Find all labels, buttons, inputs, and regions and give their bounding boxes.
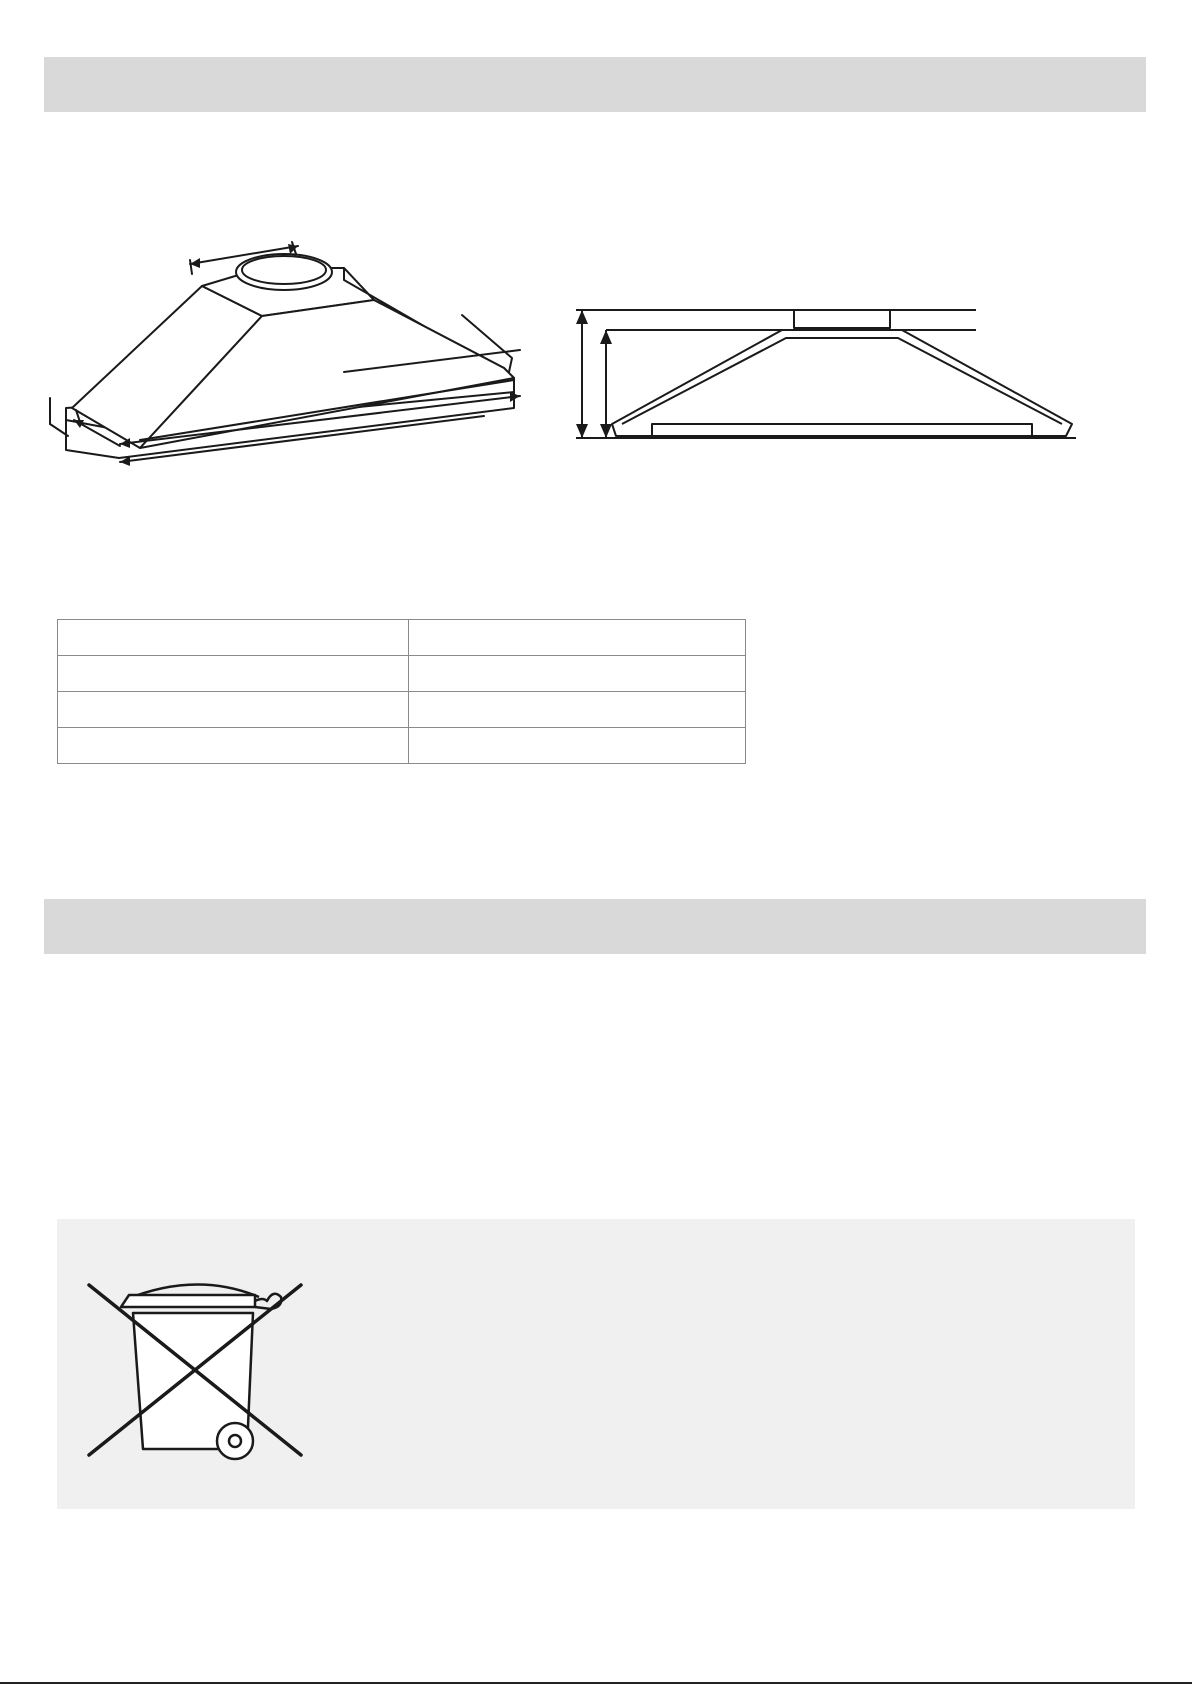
hood-isometric-diagram bbox=[44, 240, 544, 510]
table-cell bbox=[58, 692, 409, 728]
dimensions-table bbox=[57, 619, 746, 764]
section-header-disposal bbox=[44, 899, 1146, 954]
table-cell bbox=[409, 692, 746, 728]
table-cell bbox=[409, 728, 746, 764]
crossed-out-wheelie-bin-icon bbox=[87, 1277, 307, 1467]
table-cell bbox=[58, 728, 409, 764]
table-row bbox=[58, 728, 746, 764]
table-cell bbox=[58, 656, 409, 692]
table-row bbox=[58, 692, 746, 728]
table-row bbox=[58, 656, 746, 692]
table-cell bbox=[409, 620, 746, 656]
section-header-dimensions bbox=[44, 57, 1146, 112]
table-cell bbox=[409, 656, 746, 692]
table-cell bbox=[58, 620, 409, 656]
table-row bbox=[58, 620, 746, 656]
page-footer-rule bbox=[0, 1682, 1192, 1684]
hood-side-diagram bbox=[576, 290, 1076, 450]
weee-info-box bbox=[57, 1219, 1135, 1509]
